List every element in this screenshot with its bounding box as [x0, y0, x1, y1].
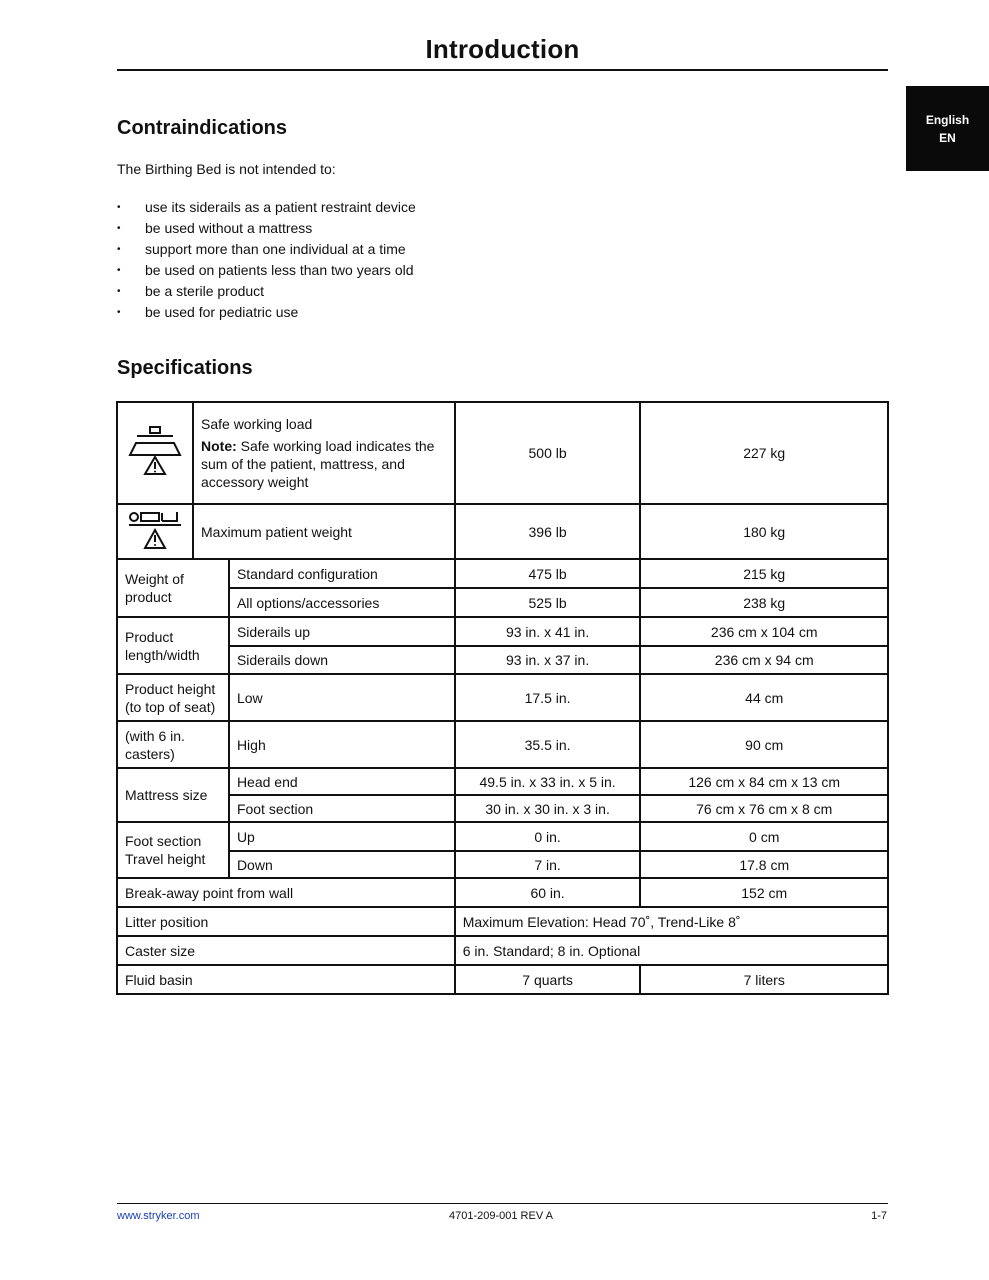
travel-up-metric: 0 cm [640, 822, 888, 851]
language-name: English [925, 113, 970, 127]
siderails-down-metric: 236 cm x 94 cm [640, 646, 888, 674]
weight-of-product-label: Weight of product [117, 559, 229, 617]
foot-travel-label: Foot section Travel height [117, 822, 229, 878]
table-row [117, 907, 888, 936]
product-height-label: Product height (to top of seat) [117, 674, 229, 721]
caster-size-value: 6 in. Standard; 8 in. Optional [455, 936, 888, 965]
max-patient-weight-metric: 180 kg [640, 504, 888, 559]
head-end-label: Head end [229, 768, 455, 795]
casters-label: (with 6 in. casters) [117, 721, 229, 768]
height-high-label: High [229, 721, 455, 768]
litter-position-label: Litter position [117, 907, 455, 936]
head-end-imperial: 49.5 in. x 33 in. x 5 in. [455, 768, 641, 795]
litter-position-value: Maximum Elevation: Head 70˚, Trend-Like 8˚ [455, 907, 888, 936]
product-length-width-label: Product length/width [117, 617, 229, 674]
standard-configuration-label: Standard configuration [229, 559, 455, 588]
specifications-table [116, 401, 889, 995]
footer-page-number: 1-7 [871, 1210, 887, 1222]
table-row [117, 878, 888, 907]
table-row [117, 617, 888, 646]
safe-working-load-icon [117, 402, 193, 504]
travel-up-label: Up [229, 822, 455, 851]
table-row [117, 588, 888, 617]
list-item: • support more than one individual at a time [117, 241, 406, 257]
table-row [117, 504, 888, 559]
contraindications-heading: Contraindications [117, 117, 288, 139]
footer-url-link[interactable]: www.stryker.com [117, 1210, 200, 1222]
height-high-imperial: 35.5 in. [455, 721, 641, 768]
height-low-metric: 44 cm [640, 674, 888, 721]
foot-section-metric: 76 cm x 76 cm x 8 cm [640, 795, 888, 822]
fluid-basin-metric: 7 liters [640, 965, 888, 994]
language-tab [906, 86, 989, 171]
max-patient-weight-imperial: 396 lb [455, 504, 641, 559]
table-row [117, 936, 888, 965]
contraindications-intro: The Birthing Bed is not intended to: [117, 161, 336, 177]
list-item: • be used on patients less than two years old [117, 262, 414, 278]
language-code: EN [939, 131, 956, 145]
table-row [117, 822, 888, 851]
fluid-basin-label: Fluid basin [117, 965, 455, 994]
travel-down-imperial: 7 in. [455, 851, 641, 878]
contraindications-list [117, 197, 416, 323]
patient-weight-icon [117, 504, 193, 559]
height-low-label: Low [229, 674, 455, 721]
table-row [117, 768, 888, 795]
standard-configuration-imperial: 475 lb [455, 559, 641, 588]
max-patient-weight-label: Maximum patient weight [193, 504, 455, 559]
travel-down-metric: 17.8 cm [640, 851, 888, 878]
travel-down-label: Down [229, 851, 455, 878]
breakaway-metric: 152 cm [640, 878, 888, 907]
siderails-up-label: Siderails up [229, 617, 455, 646]
siderails-down-imperial: 93 in. x 37 in. [455, 646, 641, 674]
title-rule [117, 69, 888, 71]
table-row [117, 721, 888, 768]
table-row [117, 559, 888, 588]
table-row [117, 965, 888, 994]
list-item: • use its siderails as a patient restraint device [117, 199, 416, 215]
page-title: Introduction [425, 34, 580, 64]
list-item: • be a sterile product [117, 283, 265, 299]
table-row [117, 674, 888, 721]
all-options-metric: 238 kg [640, 588, 888, 617]
safe-working-load-note: Note: Safe working load indicates the sum of the patient, mattress, and accessory weight [201, 438, 435, 490]
safe-working-load-cell [193, 402, 455, 504]
all-options-label: All options/accessories [229, 588, 455, 617]
specifications-heading: Specifications [117, 357, 253, 379]
safe-working-load-label: Safe working load [201, 416, 313, 432]
safe-working-load-metric: 227 kg [640, 402, 888, 504]
standard-configuration-metric: 215 kg [640, 559, 888, 588]
height-low-imperial: 17.5 in. [455, 674, 641, 721]
siderails-down-label: Siderails down [229, 646, 455, 674]
safe-working-load-imperial: 500 lb [455, 402, 641, 504]
table-row [117, 402, 888, 504]
table-row [117, 795, 888, 822]
breakaway-imperial: 60 in. [455, 878, 641, 907]
breakaway-label: Break-away point from wall [117, 878, 455, 907]
siderails-up-imperial: 93 in. x 41 in. [455, 617, 641, 646]
footer-doc-number: 4701-209-001 REV A [449, 1210, 553, 1222]
list-item: • be used without a mattress [117, 220, 313, 236]
footer-rule [117, 1203, 888, 1204]
table-row [117, 851, 888, 878]
all-options-imperial: 525 lb [455, 588, 641, 617]
head-end-metric: 126 cm x 84 cm x 13 cm [640, 768, 888, 795]
travel-up-imperial: 0 in. [455, 822, 641, 851]
table-row [117, 646, 888, 674]
list-item: • be used for pediatric use [117, 304, 299, 320]
mattress-size-label: Mattress size [117, 768, 229, 822]
fluid-basin-imperial: 7 quarts [455, 965, 641, 994]
height-high-metric: 90 cm [640, 721, 888, 768]
foot-section-imperial: 30 in. x 30 in. x 3 in. [455, 795, 641, 822]
caster-size-label: Caster size [117, 936, 455, 965]
siderails-up-metric: 236 cm x 104 cm [640, 617, 888, 646]
foot-section-label: Foot section [229, 795, 455, 822]
